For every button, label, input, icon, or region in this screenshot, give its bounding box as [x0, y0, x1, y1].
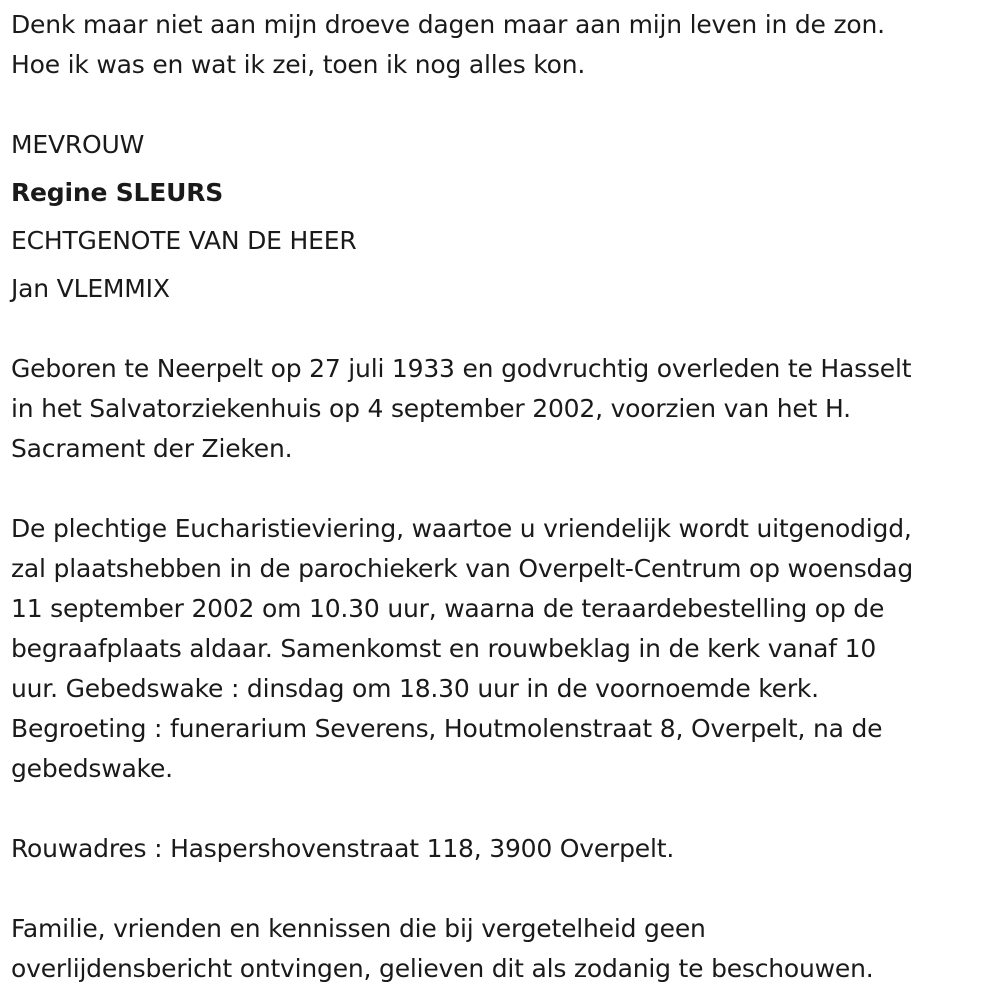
ceremony-paragraph	[11, 509, 996, 789]
paragraph-line: Familie, vrienden en kennissen die bij vergetelheid geen	[11, 914, 706, 943]
spacer	[11, 789, 996, 829]
paragraph-line: Begroeting : funerarium Severens, Houtmolenstraat 8, Overpelt, na de	[11, 714, 883, 743]
closing-paragraph	[11, 909, 996, 989]
paragraph-line: Geboren te Neerpelt op 27 juli 1933 en godvruchtig overleden te Hasselt	[11, 354, 912, 383]
announcement-header	[11, 125, 996, 309]
paragraph-line: zal plaatshebben in de parochiekerk van Overpelt-Centrum op woensdag	[11, 554, 914, 583]
poem-line: Hoe ik was en wat ik zei, toen ik nog alles kon.	[11, 50, 586, 79]
spacer	[11, 213, 996, 221]
spacer	[11, 261, 996, 269]
paragraph-line: Sacrament der Zieken.	[11, 434, 293, 463]
spacer	[11, 309, 996, 349]
mourning-address: Rouwadres : Haspershovenstraat 118, 3900 Overpelt.	[11, 834, 675, 863]
spacer	[11, 165, 996, 173]
spouse-name: Jan VLEMMIX	[11, 274, 170, 303]
paragraph-line: gebedswake.	[11, 754, 173, 783]
paragraph-line: 11 september 2002 om 10.30 uur, waarna de teraardebestelling op de	[11, 594, 885, 623]
birth-death-paragraph	[11, 349, 996, 469]
paragraph-line: overlijdensbericht ontvingen, gelieven dit als zodanig te beschouwen.	[11, 954, 874, 983]
poem-line: Denk maar niet aan mijn droeve dagen maar aan mijn leven in de zon.	[11, 10, 885, 39]
spacer	[11, 869, 996, 909]
paragraph-line: in het Salvatorziekenhuis op 4 september 2002, voorzien van het H.	[11, 394, 851, 423]
spacer	[11, 469, 996, 509]
honorific: MEVROUW	[11, 130, 145, 159]
poem	[11, 5, 996, 85]
deceased-name: Regine SLEURS	[11, 178, 224, 207]
relation-text: ECHTGENOTE VAN DE HEER	[11, 226, 357, 255]
paragraph-line: begraafplaats aldaar. Samenkomst en rouwbeklag in de kerk vanaf 10	[11, 634, 877, 663]
spacer	[11, 85, 996, 125]
obituary-text	[11, 5, 996, 989]
paragraph-line: De plechtige Eucharistieviering, waartoe u vriendelijk wordt uitgenodigd,	[11, 514, 912, 543]
paragraph-line: uur. Gebedswake : dinsdag om 18.30 uur in de voornoemde kerk.	[11, 674, 819, 703]
